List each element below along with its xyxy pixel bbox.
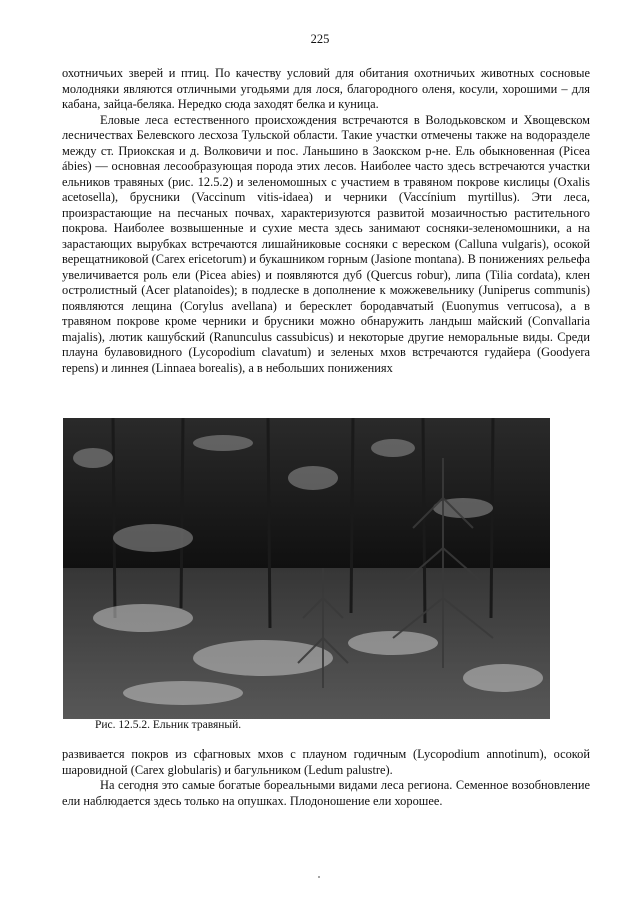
paragraph: развивается покров из сфагновых мхов с плауном годичным (Lycopodium annotinum), осокой шаровидной (Carex globularis) и багульником (Ledum palustre).	[62, 747, 590, 777]
figure-caption: Рис. 12.5.2. Ельник травяный.	[95, 719, 242, 731]
forest-photo	[63, 418, 550, 719]
paragraph: охотничьих зверей и птиц. По качеству условий для обитания охотничьих животных сосновые молодняки являются отличными угодьями для лося, благородного оленя, косули, хорошими – для кабана, зайца-беляка. Нередко сюда заходят белка и куница.	[62, 66, 590, 111]
scan-dot	[318, 876, 320, 878]
paragraph: Еловые леса естественного происхождения встречаются в Володьковском и Хвощевском лесничествах Белевского лесхоза Тульской области. Такие участки отмечены также на водоразделе между ст. Приокская и д. Волковичи и пос. Ланьшино в Заокском р-не. Ель обыкновенная (Picea ábies) — основная лесообразующая порода этих лесов. Наиболее часто здесь встречаются участки ельников травяных (рис. 12.5.2) и зеленомошных с участием в травяном покрове кислицы (Oxalis acetosella), брусники (Vaccinum vitis-idaea) и черники (Vaccínium myrtillus). Эти леса, произрастающие на песчаных почвах, характеризуются развитой мозаичностью растительного покрова. Наиболее возвышенные и сухие места здесь занимают сосняки-зеленомошники, а на зарастающих вырубках встречаются лишайниковые сосняки с вереском (Calluna vulgaris), осокой верещатниковой (Carex ericetorum) и букашником горным (Jasione montana). В понижениях рельефа увеличивается роль ели (Picea abies) и появляются дуб (Quercus robur), липа (Tilia cordata), клен остролистный (Acer platanoides); в подлеске в дополнение к можжевельнику (Juniperus communis) появляются лещина (Corylus avellana) и бересклет бородавчатый (Euonymus verrucosa), а в травяном покрове кроме черники и брусники можно обнаружить ландыш майский (Convallaria majalis), лютик кашубский (Ranunculus cassubicus) и некоторые другие неморальные виды. Среди плауна булавовидного (Lycopodium clavatum) и зеленых мхов встречаются гудайера (Goodyera repens) и линнея (Linnaea borealis), а в небольших понижениях	[62, 112, 590, 375]
spruce-forest-image	[63, 418, 550, 719]
page-number: 225	[310, 32, 330, 46]
text-block-bottom	[62, 747, 590, 809]
paragraph: На сегодня это самые богатые бореальными видами леса региона. Семенное возобновление ели наблюдается здесь только на опушках. Плодоношение ели хорошее.	[62, 778, 590, 808]
text-block-top	[62, 66, 590, 376]
